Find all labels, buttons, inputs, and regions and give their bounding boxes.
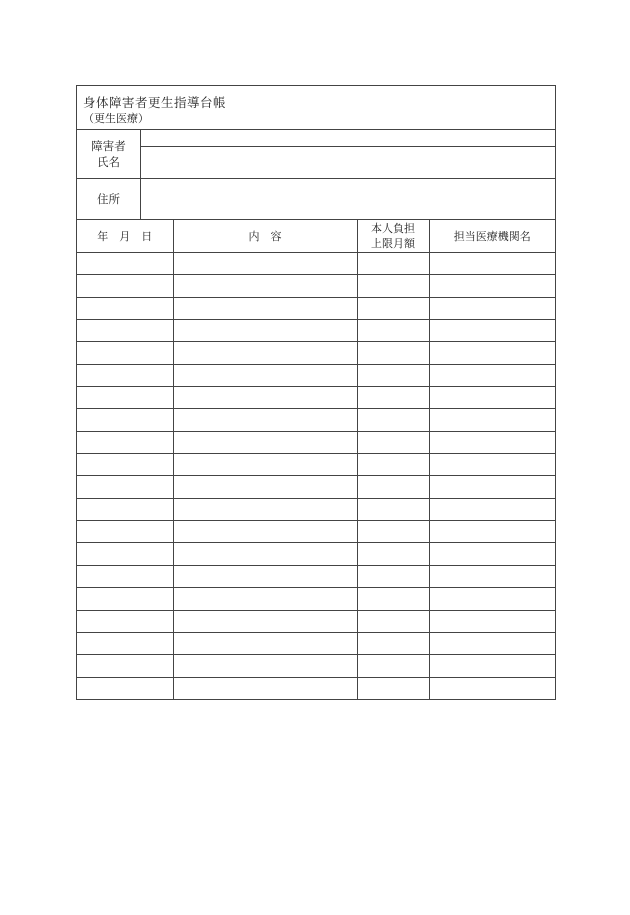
- table-row: [77, 498, 555, 520]
- cell-copay[interactable]: [357, 387, 429, 409]
- table-row: [77, 476, 555, 498]
- cell-copay[interactable]: [357, 543, 429, 565]
- cell-copay[interactable]: [357, 610, 429, 632]
- cell-date[interactable]: [77, 588, 173, 610]
- table-row: [77, 297, 555, 319]
- table-row: [77, 431, 555, 453]
- cell-content[interactable]: [173, 253, 357, 275]
- table-row: [77, 454, 555, 476]
- table-row: [77, 543, 555, 565]
- cell-date[interactable]: [77, 476, 173, 498]
- table-row: [77, 521, 555, 543]
- cell-date[interactable]: [77, 610, 173, 632]
- cell-content[interactable]: [173, 476, 357, 498]
- cell-date[interactable]: [77, 498, 173, 520]
- cell-date[interactable]: [77, 409, 173, 431]
- cell-content[interactable]: [173, 454, 357, 476]
- name-field-area: [141, 130, 555, 178]
- table-row: [77, 342, 555, 364]
- cell-content[interactable]: [173, 632, 357, 654]
- cell-date[interactable]: [77, 454, 173, 476]
- cell-date[interactable]: [77, 275, 173, 297]
- cell-institution[interactable]: [429, 387, 555, 409]
- cell-institution[interactable]: [429, 320, 555, 342]
- form-header: [77, 86, 555, 130]
- table-row: [77, 610, 555, 632]
- cell-content[interactable]: [173, 342, 357, 364]
- header-copay: [357, 220, 429, 253]
- cell-institution[interactable]: [429, 476, 555, 498]
- record-table: [77, 220, 555, 699]
- cell-institution[interactable]: [429, 565, 555, 587]
- cell-institution[interactable]: [429, 543, 555, 565]
- cell-copay[interactable]: [357, 275, 429, 297]
- cell-date[interactable]: [77, 364, 173, 386]
- header-institution: 担当医療機関名: [429, 220, 555, 253]
- form-subtitle: （更生医療）: [83, 112, 149, 125]
- cell-content[interactable]: [173, 655, 357, 677]
- cell-content[interactable]: [173, 543, 357, 565]
- header-copay-line2: 上限月額: [371, 237, 415, 250]
- cell-copay[interactable]: [357, 431, 429, 453]
- cell-content[interactable]: [173, 320, 357, 342]
- table-row: [77, 364, 555, 386]
- cell-copay[interactable]: [357, 655, 429, 677]
- cell-date[interactable]: [77, 320, 173, 342]
- cell-institution[interactable]: [429, 655, 555, 677]
- cell-copay[interactable]: [357, 253, 429, 275]
- cell-content[interactable]: [173, 431, 357, 453]
- table-row: [77, 275, 555, 297]
- cell-institution[interactable]: [429, 409, 555, 431]
- cell-date[interactable]: [77, 655, 173, 677]
- table-row: [77, 588, 555, 610]
- cell-institution[interactable]: [429, 632, 555, 654]
- cell-institution[interactable]: [429, 677, 555, 699]
- cell-date[interactable]: [77, 632, 173, 654]
- cell-content[interactable]: [173, 498, 357, 520]
- name-label: [77, 130, 141, 178]
- name-section: [77, 130, 555, 179]
- form-title: 身体障害者更生指導台帳: [83, 95, 227, 110]
- address-label: [77, 179, 141, 219]
- header-date: 年 月 日: [97, 229, 153, 243]
- cell-date[interactable]: [77, 543, 173, 565]
- cell-date[interactable]: [77, 342, 173, 364]
- table-row: [77, 409, 555, 431]
- cell-date[interactable]: [77, 297, 173, 319]
- cell-copay[interactable]: [357, 476, 429, 498]
- header-content: 内 容: [173, 220, 357, 253]
- cell-copay[interactable]: [357, 521, 429, 543]
- name-label-line1: 障害者: [91, 139, 126, 153]
- cell-copay[interactable]: [357, 632, 429, 654]
- cell-copay[interactable]: [357, 320, 429, 342]
- table-row: [77, 320, 555, 342]
- address-label-text: 住所: [97, 192, 120, 206]
- address-section: [77, 179, 555, 220]
- cell-content[interactable]: [173, 677, 357, 699]
- cell-content[interactable]: [173, 297, 357, 319]
- cell-date[interactable]: [77, 521, 173, 543]
- address-field[interactable]: [141, 179, 555, 219]
- cell-date[interactable]: [77, 565, 173, 587]
- cell-copay[interactable]: [357, 588, 429, 610]
- cell-copay[interactable]: [357, 677, 429, 699]
- cell-copay[interactable]: [357, 342, 429, 364]
- cell-date[interactable]: [77, 253, 173, 275]
- cell-institution[interactable]: [429, 521, 555, 543]
- furigana-field[interactable]: [141, 130, 555, 147]
- cell-content[interactable]: [173, 610, 357, 632]
- cell-content[interactable]: [173, 364, 357, 386]
- cell-institution[interactable]: [429, 275, 555, 297]
- table-row: [77, 677, 555, 699]
- cell-institution[interactable]: [429, 498, 555, 520]
- cell-copay[interactable]: [357, 498, 429, 520]
- cell-institution[interactable]: [429, 253, 555, 275]
- table-row: [77, 565, 555, 587]
- table-row: [77, 655, 555, 677]
- cell-content[interactable]: [173, 275, 357, 297]
- table-body: [77, 253, 555, 699]
- cell-institution[interactable]: [429, 588, 555, 610]
- cell-content[interactable]: [173, 409, 357, 431]
- table-row: [77, 387, 555, 409]
- cell-copay[interactable]: [357, 364, 429, 386]
- cell-copay[interactable]: [357, 297, 429, 319]
- cell-content[interactable]: [173, 521, 357, 543]
- table-header-row: [77, 220, 555, 253]
- cell-copay[interactable]: [357, 565, 429, 587]
- cell-institution[interactable]: [429, 342, 555, 364]
- registry-form: [76, 85, 556, 700]
- cell-content[interactable]: [173, 387, 357, 409]
- cell-institution[interactable]: [429, 431, 555, 453]
- header-copay-line1: 本人負担: [371, 222, 415, 235]
- cell-copay[interactable]: [357, 454, 429, 476]
- cell-date[interactable]: [77, 431, 173, 453]
- cell-content[interactable]: [173, 588, 357, 610]
- cell-institution[interactable]: [429, 610, 555, 632]
- cell-institution[interactable]: [429, 364, 555, 386]
- cell-copay[interactable]: [357, 409, 429, 431]
- cell-content[interactable]: [173, 565, 357, 587]
- cell-date[interactable]: [77, 677, 173, 699]
- cell-institution[interactable]: [429, 454, 555, 476]
- table-row: [77, 253, 555, 275]
- table-row: [77, 632, 555, 654]
- cell-date[interactable]: [77, 387, 173, 409]
- cell-institution[interactable]: [429, 297, 555, 319]
- name-label-line2: 氏名: [97, 155, 120, 169]
- name-field[interactable]: [141, 147, 555, 178]
